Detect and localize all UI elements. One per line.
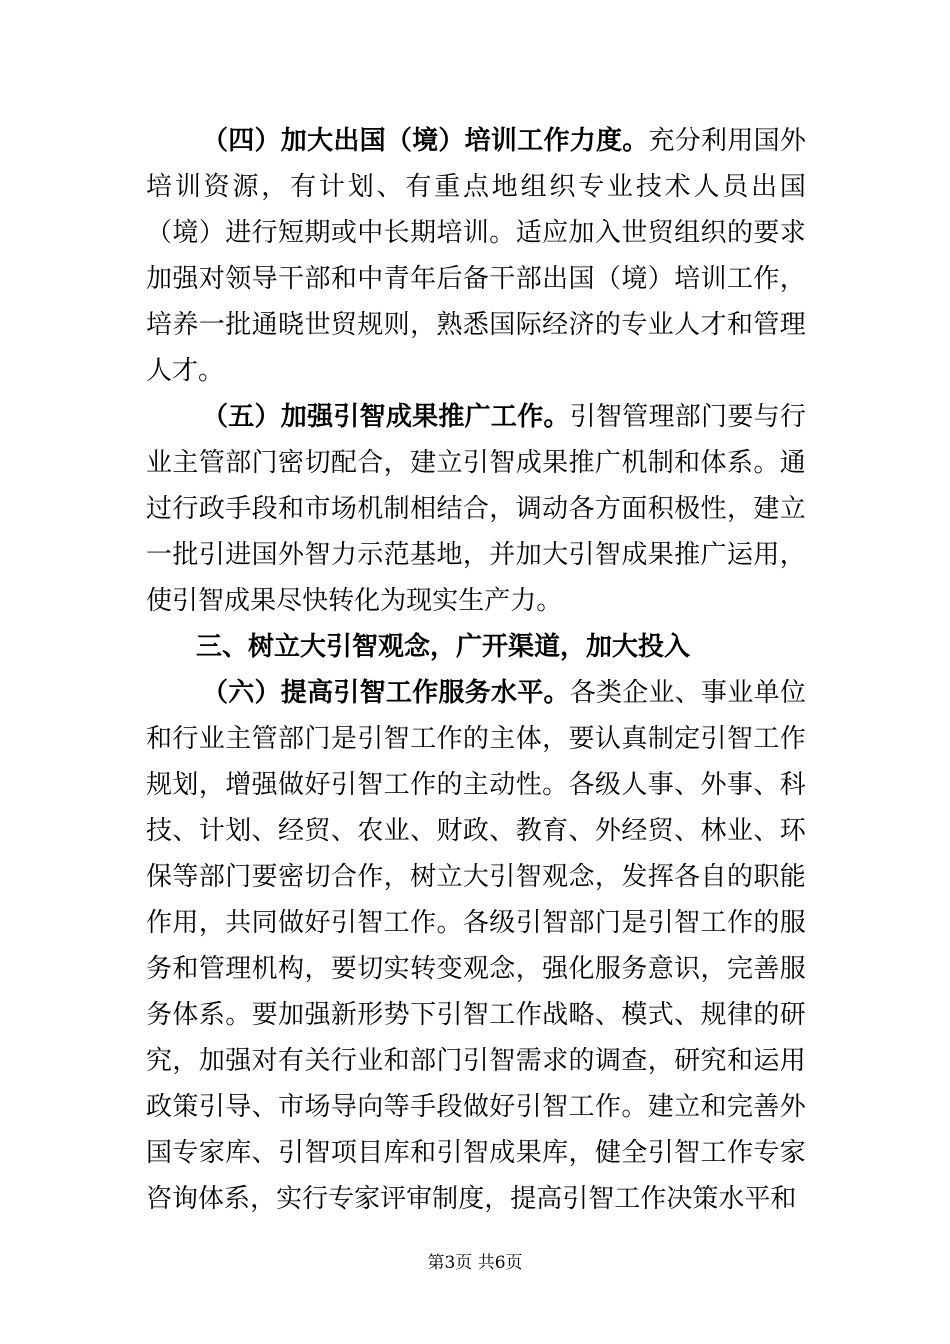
paragraph-line: 究 ， 加 强 对 有 关 行 业 和 部 门 引 智 需 求 的 调 查 ， 研 究 和 运 用 bbox=[146, 1046, 806, 1076]
paragraph-line: 过 行 政 手 段 和 市 场 机 制 相 结 合 ， 调 动 各 方 面 积 极 性 ， 建 立 bbox=[146, 494, 806, 524]
paragraph-line: 作 用 ， 共 同 做 好 引 智 工 作 。 各 级 引 智 部 门 是 引 智 工 作 的 服 bbox=[146, 908, 806, 938]
paragraph-line: 加 强 对 领 导 干 部 和 中 青 年 后 备 干 部 出 国 （ 境 ） 培 训 工 作 ， bbox=[146, 264, 806, 294]
paragraph-line: 培 训 资 源 ， 有 计 划 、 有 重 点 地 组 织 专 业 技 术 人 员 出 国 bbox=[146, 172, 806, 202]
paragraph-line: 一 批 引 进 国 外 智 力 示 范 基 地 ， 并 加 大 引 智 成 果 推 广 运 用 ， bbox=[146, 540, 806, 570]
paragraph-line: 保 等 部 门 要 密 切 合 作 ， 树 立 大 引 智 观 念 ， 发 挥 各 自 的 职 能 bbox=[146, 862, 806, 892]
paragraph-line: 务 和 管 理 机 构 ， 要 切 实 转 变 观 念 ， 强 化 服 务 意 识 ， 完 善 服 bbox=[146, 954, 806, 984]
paragraph-line: 和 行 业 主 管 部 门 是 引 智 工 作 的 主 体 ， 要 认 真 制 定 引 智 工 作 bbox=[146, 724, 806, 754]
paragraph-line: 业 主 管 部 门 密 切 配 合 ， 建 立 引 智 成 果 推 广 机 制 和 体 系 。 通 bbox=[146, 448, 806, 478]
section-title: 三、树立大引智观念，广开渠道，加大投入 bbox=[196, 632, 691, 662]
paragraph-first-line: （ 四 ） 加 大 出 国 （ 境 ） 培 训 工 作 力 度 。 充 分 利 用 国 外 bbox=[202, 126, 806, 156]
paragraph-first-line: （ 五 ） 加 强 引 智 成 果 推 广 工 作 。 引 智 管 理 部 门 要 与 行 bbox=[202, 402, 806, 432]
page-footer: 第3页 共6页 bbox=[427, 1253, 523, 1273]
paragraph-line: 国 专 家 库 、 引 智 项 目 库 和 引 智 成 果 库 ， 健 全 引 智 工 作 专 家 bbox=[146, 1138, 806, 1168]
paragraph-line: 务 体 系 。 要 加 强 新 形 势 下 引 智 工 作 战 略 、 模 式 、 规 律 的 研 bbox=[146, 1000, 806, 1030]
paragraph-first-line: （ 六 ） 提 高 引 智 工 作 服 务 水 平 。 各 类 企 业 、 事 业 单 位 bbox=[202, 678, 806, 708]
paragraph-line: 咨 询 体 系 ， 实 行 专 家 评 审 制 度 ， 提 高 引 智 工 作 决 策 水 平 和 bbox=[146, 1184, 797, 1214]
paragraph-line: 政 策 引 导 、 市 场 导 向 等 手 段 做 好 引 智 工 作 。 建 立 和 完 善 外 bbox=[146, 1092, 806, 1122]
paragraph-line: 使 引 智 成 果 尽 快 转 化 为 现 实 生 产 力 。 bbox=[146, 586, 563, 616]
paragraph-line: 培 养 一 批 通 晓 世 贸 规 则 ， 熟 悉 国 际 经 济 的 专 业 人 才 和 管 理 bbox=[146, 310, 806, 340]
paragraph-line: 人 才 。 bbox=[146, 356, 225, 386]
paragraph-line: （ 境 ） 进 行 短 期 或 中 长 期 培 训 。 适 应 加 入 世 贸 组 织 的 要 求 bbox=[146, 218, 806, 248]
paragraph-line: 技 、 计 划 、 经 贸 、 农 业 、 财 政 、 教 育 、 外 经 贸 、 林 业 、 环 bbox=[146, 816, 806, 846]
paragraph-line: 规 划 ， 增 强 做 好 引 智 工 作 的 主 动 性 。 各 级 人 事 、 外 事 、 科 bbox=[146, 770, 806, 800]
